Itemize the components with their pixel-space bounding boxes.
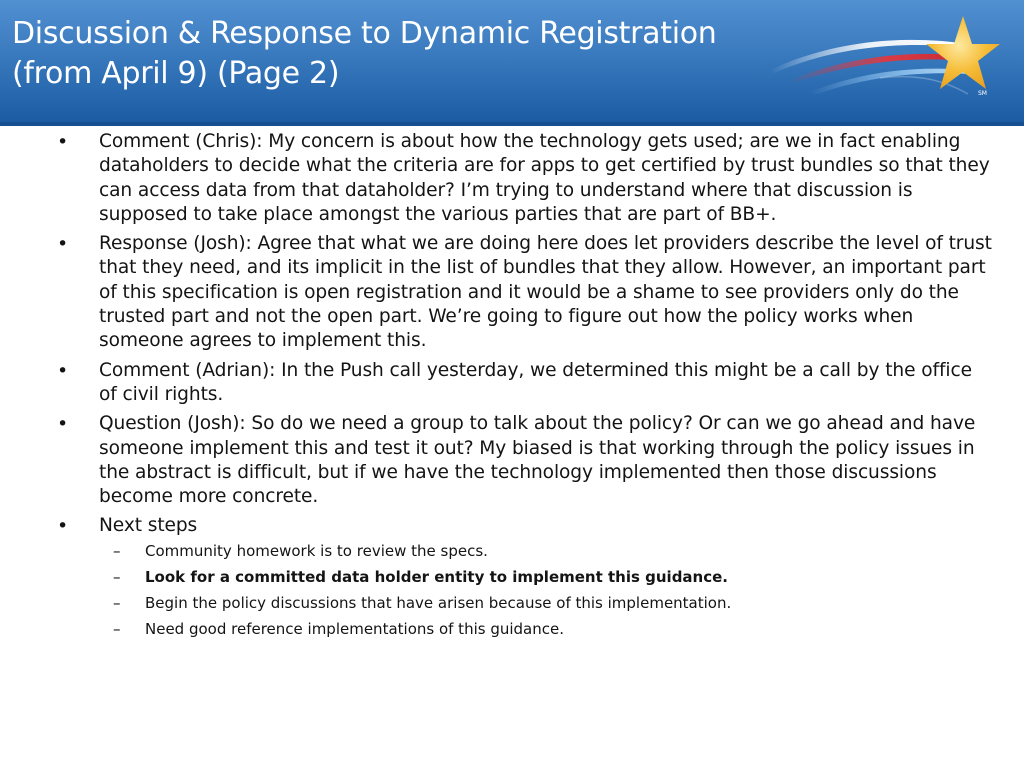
bullet-text: Question (Josh): So do we need a group to talk about the policy? Or can we go ahead and have someone implement this and test it out? My biased is that working through the policy issues in the abstract is difficult, but if we have the technology implemented then those discussions become more concrete.: [99, 413, 976, 508]
bullet-marker: •: [57, 359, 69, 382]
bullet-text: Next steps: [99, 515, 198, 537]
service-mark: SM: [978, 90, 987, 97]
bullet-text: Comment (Chris): My concern is about how the technology gets used; are we in fact enabling dataholders to decide what the criteria are for apps to get certified by trust bundles so that they can access data from that dataholder? I’m trying to understand where that discussion is supposed to take place amongst the various parties that are part of BB+.: [99, 131, 990, 225]
bullet-text: Comment (Adrian): In the Push call yesterday, we determined this might be a call by the office of civil rights.: [99, 359, 972, 405]
bullet-marker: •: [57, 413, 69, 436]
bullet-item-next-steps: [57, 514, 992, 639]
bullet-item-response-josh: [57, 232, 992, 353]
sub-bullet-text-emphasized: Look for a committed data holder entity to implement this guidance.: [145, 567, 728, 586]
bullet-marker: •: [57, 131, 69, 153]
sub-bullet-text: Community homework is to review the specs.: [145, 541, 488, 560]
sub-bullet-marker: –: [113, 567, 121, 586]
sub-bullet-marker: –: [113, 593, 121, 612]
bullet-marker: •: [57, 515, 69, 538]
bullet-item-comment-chris: [57, 130, 992, 227]
bullet-item-question-josh: [57, 412, 992, 509]
slide-body: [57, 130, 992, 645]
next-steps-list: [99, 541, 992, 640]
slide-title-line-1: Discussion & Response to Dynamic Registration: [12, 16, 717, 51]
sub-bullet-marker: –: [113, 619, 121, 638]
bullet-marker: •: [57, 233, 69, 256]
slide-title: [12, 14, 717, 94]
sub-bullet-item: [99, 567, 992, 588]
sub-bullet-item: [99, 619, 992, 640]
slide-header: [0, 0, 1024, 126]
sub-bullet-text: Need good reference implementations of this guidance.: [145, 619, 564, 638]
bullet-item-comment-adrian: [57, 359, 992, 408]
bullet-list: [57, 130, 992, 640]
sub-bullet-item: [99, 541, 992, 562]
sub-bullet-marker: –: [113, 541, 121, 560]
sub-bullet-text: Begin the policy discussions that have arisen because of this implementation.: [145, 593, 732, 612]
bullet-text: Response (Josh): Agree that what we are doing here does let providers describe the level of trust that they need, and its implicit in the list of bundles that they allow. However, an important part of this specification is open registration and it would be a shame to see providers only do the trusted part and not the open part. We’re going to figure out how the policy works when someone agrees to implement this.: [99, 233, 992, 352]
slide-title-line-2: (from April 9) (Page 2): [12, 56, 340, 91]
sub-bullet-item: [99, 593, 992, 614]
